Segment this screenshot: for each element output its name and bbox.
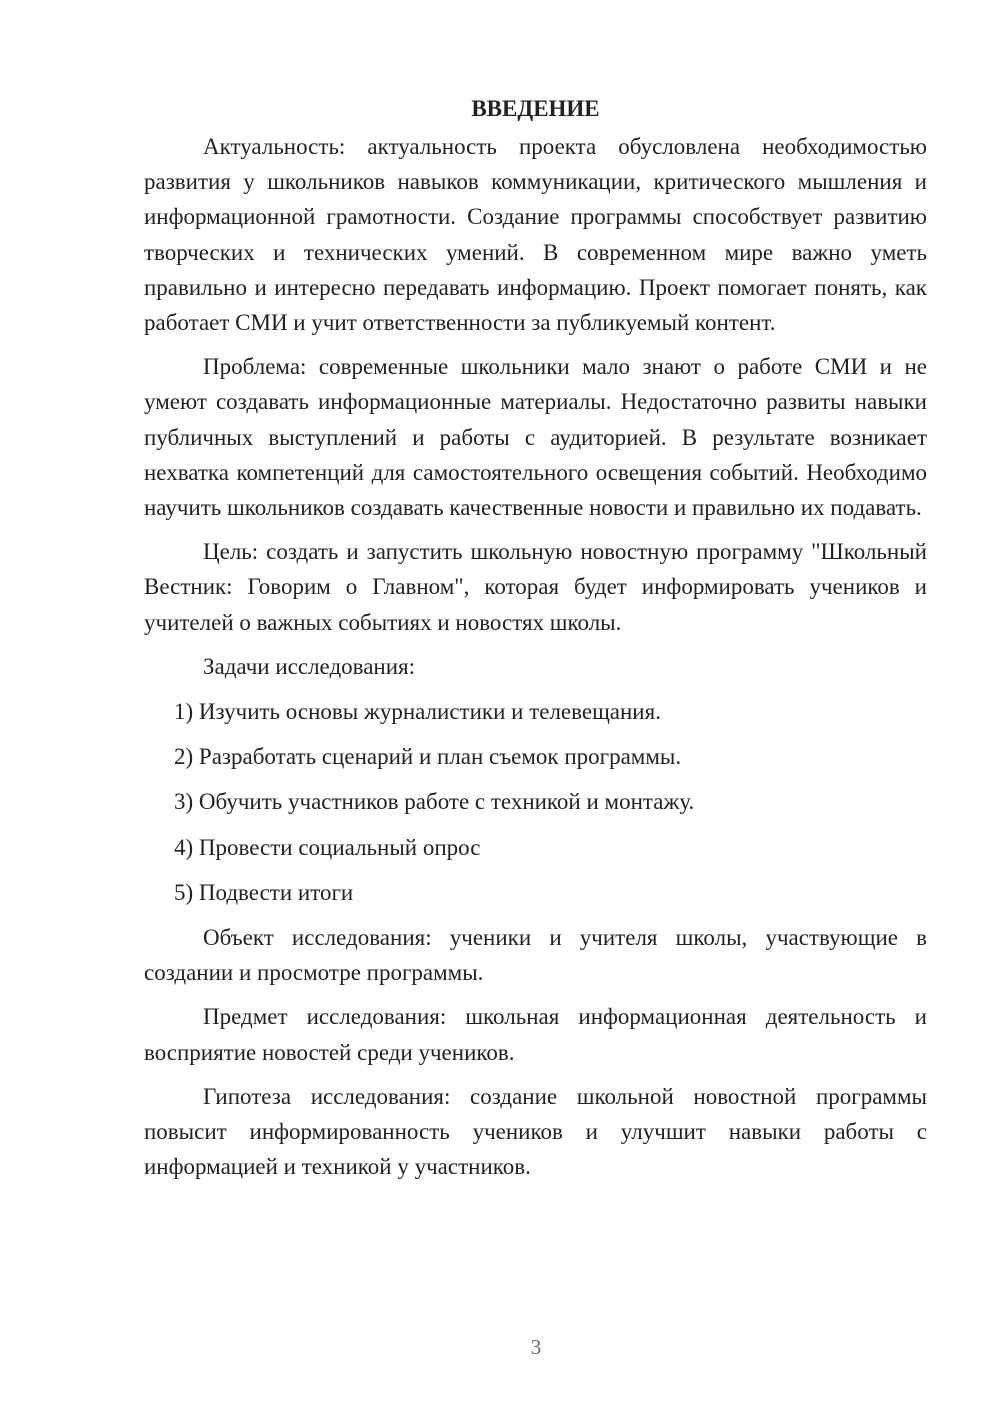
paragraph-relevance: Актуальность: актуальность проекта обусловлена необходимостью развития у школьников навыков коммуникации, критического мышления и информационной грамотности. Создание программы способствует развитию творческих и технических умений. В современном мире важно уметь правильно и интересно передавать информацию. Проект помогает понять, как работает СМИ и учит ответственности за публикуемый контент.	[144, 134, 927, 336]
section-heading: ВВЕДЕНИЕ	[471, 96, 600, 121]
paragraph-problem: Проблема: современные школьники мало знают о работе СМИ и не умеют создавать информационные материалы. Недостаточно развиты навыки публичных выступлений и работы с аудиторией. В результате возникает нехватка компетенций для самостоятельного освещения событий. Необходимо научить школьников создавать качественные новости и правильно их подавать.	[144, 354, 927, 521]
list-item: 5) Подвести итоги	[174, 879, 354, 905]
paragraph-object: Объект исследования: ученики и учителя школы, участвующие в создании и просмотре программы.	[144, 925, 927, 986]
paragraph-goal: Цель: создать и запустить школьную новостную программу "Школьный Вестник: Говорим о Главном", которая будет информировать учеников и учителей о важных событиях и новостях школы.	[144, 539, 927, 635]
tasks-title: Задачи исследования:	[203, 653, 416, 679]
paragraph-subject: Предмет исследования: школьная информационная деятельность и восприятие новостей среди учеников.	[144, 1004, 927, 1065]
list-item: 4) Провести социальный опрос	[174, 834, 481, 860]
list-item: 3) Обучить участников работе с техникой и монтажу.	[174, 789, 695, 815]
list-item: 2) Разработать сценарий и план съемок программы.	[174, 744, 682, 770]
page-content	[144, 93, 927, 1193]
paragraph-hypothesis: Гипотеза исследования: создание школьной новостной программы повысит информированность учеников и улучшит навыки работы с информацией и техникой у участников.	[144, 1083, 927, 1180]
page-number: 3	[530, 1335, 542, 1359]
list-item: 1) Изучить основы журналистики и телевещания.	[174, 699, 661, 725]
